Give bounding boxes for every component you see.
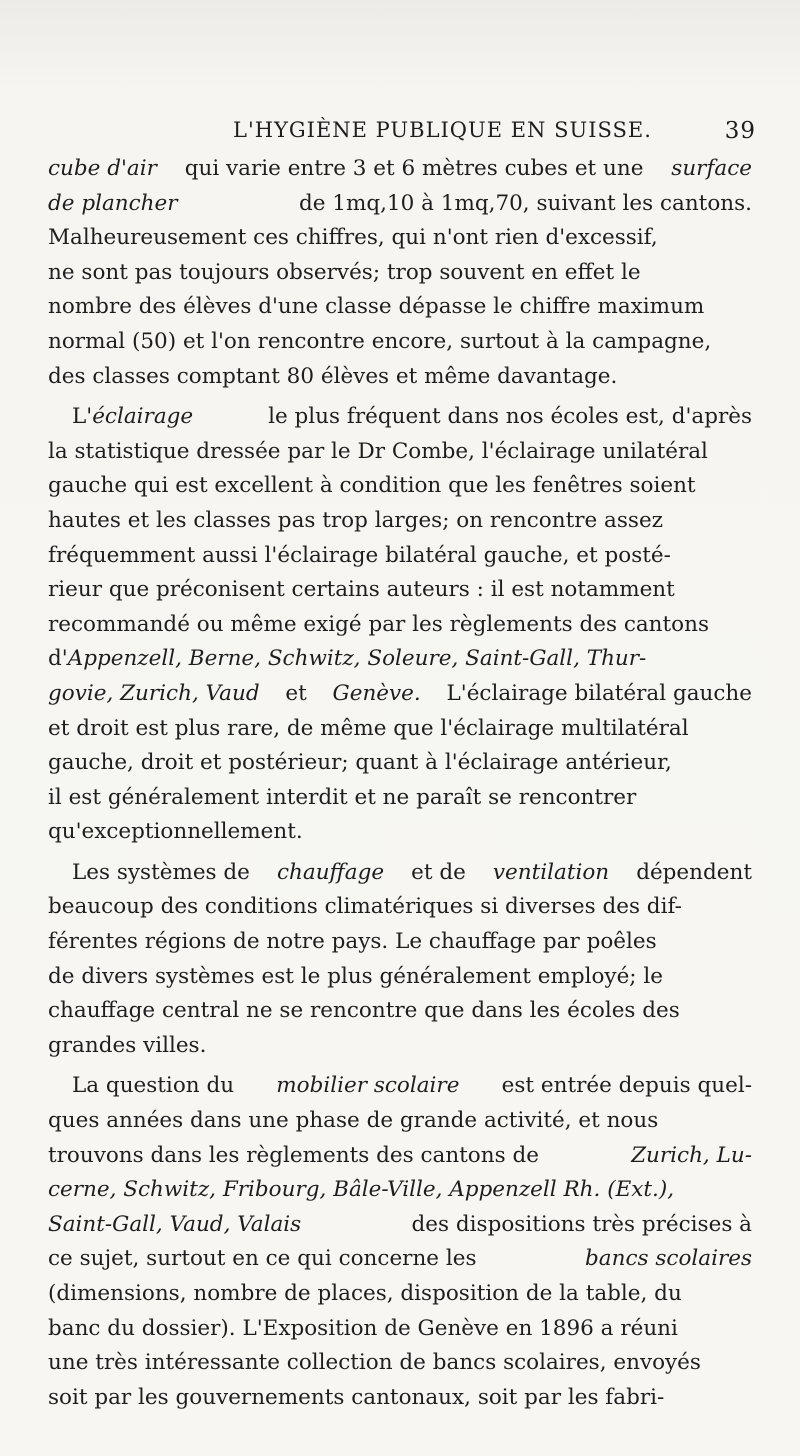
text-line <box>48 815 752 850</box>
text-run: L'éclairage bilatéral gauche <box>446 680 752 706</box>
text-line <box>48 1208 752 1243</box>
italic-text: bancs scolaires <box>585 1246 752 1272</box>
text-line <box>48 187 752 222</box>
text-line <box>48 960 752 995</box>
text-run: de divers systèmes est le plus généralement employé; le <box>48 963 663 989</box>
italic-text: chauffage <box>276 859 385 885</box>
text-run: qui varie entre 3 et 6 mètres cubes et une <box>184 156 644 181</box>
italic-text: éclairage <box>92 404 194 430</box>
text-line <box>48 1069 752 1104</box>
text-run: Les systèmes de <box>72 859 250 885</box>
text-line <box>48 400 752 435</box>
text-line <box>48 1346 752 1381</box>
text-run <box>48 642 646 677</box>
text-run: soit par les gouvernements cantonaux, soit par les fabri- <box>48 1384 665 1410</box>
text-line <box>48 256 752 291</box>
text-run: est entrée depuis quel- <box>501 1073 752 1099</box>
italic-text: ventilation <box>492 859 610 885</box>
text-line <box>48 152 752 187</box>
text-line <box>48 504 752 539</box>
text-run: gauche qui est excellent à condition que les fenêtres soient <box>48 473 696 499</box>
text-line <box>48 1139 752 1174</box>
text-line <box>48 325 752 360</box>
text-run: et <box>285 680 307 706</box>
text-run: normal (50) et l'on rencontre encore, surtout à la campagne, <box>48 328 712 354</box>
text-line <box>48 469 752 504</box>
text-line <box>48 781 752 816</box>
text-line <box>48 608 752 643</box>
page-header <box>48 118 756 148</box>
text-line <box>48 360 752 395</box>
italic-text: govie, Zurich, Vaud <box>48 680 260 706</box>
text-run: férentes régions de notre pays. Le chauffage par poêles <box>48 929 657 955</box>
text-run: banc du dossier). L'Exposition de Genève en 1896 a réuni <box>48 1315 678 1341</box>
text-run: et de <box>411 859 466 885</box>
italic-text: mobilier scolaire <box>276 1073 460 1099</box>
italic-text: surface <box>671 156 752 181</box>
text-run: des classes comptant 80 élèves et même davantage. <box>48 363 618 389</box>
text-run: fréquemment aussi l'éclairage bilatéral gauche, et posté- <box>48 542 671 568</box>
italic-text: Zurich, Lu- <box>631 1142 752 1168</box>
text-line <box>48 1104 752 1139</box>
text-run: beaucoup des conditions climatériques si diverses des dif- <box>48 894 682 920</box>
text-run: recommandé ou même exigé par les règlements des cantons <box>48 611 709 637</box>
text-line <box>48 746 752 781</box>
text-run: chauffage central ne se rencontre que dans les écoles des <box>48 998 680 1024</box>
text-line <box>48 290 752 325</box>
text-run: L' <box>72 404 93 430</box>
text-run: gauche, droit et postérieur; quant à l'éclairage antérieur, <box>48 750 672 776</box>
italic-text: Genève. <box>332 680 421 706</box>
text-run: la statistique dressée par le Dr Combe, l'éclairage unilatéral <box>48 438 708 464</box>
text-line <box>48 539 752 574</box>
text-line <box>48 1381 752 1416</box>
text-line <box>48 1173 752 1208</box>
italic-text: cerne, Schwitz, Fribourg, Bâle-Ville, Appenzell Rh. (Ext.), <box>48 1177 675 1203</box>
text-run: le plus fréquent dans nos écoles est, d'après <box>268 404 752 430</box>
text-run: ne sont pas toujours observés; trop souvent en effet le <box>48 259 641 285</box>
text-run: La question du <box>72 1073 235 1099</box>
text-run: ques années dans une phase de grande activité, et nous <box>48 1108 659 1134</box>
text-run: nombre des élèves d'une classe dépasse le chiffre maximum <box>48 294 705 320</box>
page-number: 39 <box>724 118 756 144</box>
text-line <box>48 573 752 608</box>
text-run: il est généralement interdit et ne paraît se rencontrer <box>48 784 637 810</box>
text-run: une très intéressante collection de bancs scolaires, envoyés <box>48 1350 701 1376</box>
italic-text: cube d'air <box>48 156 157 181</box>
text-run: ce sujet, surtout en ce qui concerne les <box>48 1246 477 1272</box>
text-line <box>48 1029 752 1064</box>
text-line <box>48 1277 752 1312</box>
text-run <box>72 400 193 435</box>
italic-text: Appenzell, Berne, Schwitz, Soleure, Saint-Gall, Thur- <box>67 646 647 672</box>
text-run: hautes et les classes pas trop larges; on rencontre assez <box>48 507 663 533</box>
text-run: trouvons dans les règlements des cantons de <box>48 1142 539 1168</box>
text-run: d' <box>48 646 68 672</box>
text-line <box>48 1242 752 1277</box>
text-line <box>48 712 752 747</box>
text-line <box>48 856 752 891</box>
text-line <box>48 890 752 925</box>
text-run: rieur que préconisent certains auteurs : il est notamment <box>48 577 675 603</box>
text-line <box>48 925 752 960</box>
italic-text: de plancher <box>48 190 178 216</box>
italic-text: Saint-Gall, Vaud, Valais <box>48 1211 302 1237</box>
text-run: qu'exceptionnellement. <box>48 819 303 845</box>
text-run: Malheureusement ces chiffres, qui n'ont rien d'excessif, <box>48 225 658 251</box>
text-run: grandes villes. <box>48 1032 207 1058</box>
text-line <box>48 677 752 712</box>
body-text <box>48 152 752 1415</box>
text-run: (dimensions, nombre de places, disposition de la table, du <box>48 1281 682 1306</box>
text-line <box>48 435 752 470</box>
text-run: des dispositions très précises à <box>411 1211 752 1237</box>
text-line <box>48 642 752 677</box>
text-run: et droit est plus rare, de même que l'éclairage multilatéral <box>48 715 689 741</box>
text-line <box>48 994 752 1029</box>
text-run: dépendent <box>636 859 752 885</box>
running-head: L'HYGIÈNE PUBLIQUE EN SUISSE. <box>233 118 652 142</box>
text-run: de 1mq,10 à 1mq,70, suivant les cantons. <box>298 190 752 216</box>
text-line <box>48 221 752 256</box>
text-line <box>48 1312 752 1347</box>
